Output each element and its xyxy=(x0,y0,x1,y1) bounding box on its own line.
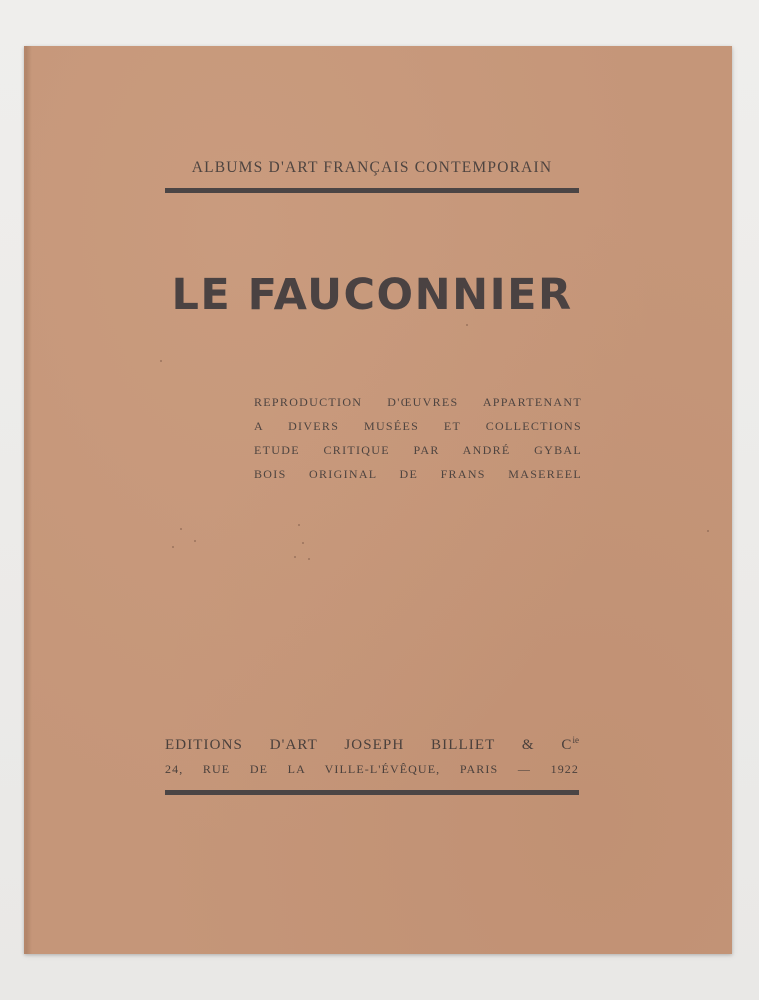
cover-left-edge xyxy=(26,46,32,954)
book-title: LE FAUCONNIER xyxy=(171,270,573,320)
paper-speck xyxy=(298,524,300,526)
paper-speck xyxy=(466,324,468,326)
publisher-superscript: ie xyxy=(572,735,579,745)
paper-speck xyxy=(180,528,182,530)
series-title: ALBUMS D'ART FRANÇAIS CONTEMPORAIN xyxy=(191,159,553,176)
paper-speck xyxy=(707,530,709,532)
publisher-line xyxy=(165,735,579,754)
description-line: ETUDE CRITIQUE PAR ANDRÉ GYBAL xyxy=(254,443,582,457)
bottom-rule xyxy=(165,790,579,795)
description-line: A DIVERS MUSÉES ET COLLECTIONS xyxy=(254,419,582,433)
publisher-name: EDITIONS D'ART JOSEPH BILLIET & C xyxy=(165,737,573,753)
description-line: REPRODUCTION D'ŒUVRES APPARTENANT xyxy=(254,395,582,409)
paper-speck xyxy=(294,556,296,558)
description-block xyxy=(254,390,582,486)
paper-speck xyxy=(194,540,196,542)
paper-speck xyxy=(302,542,304,544)
book-cover xyxy=(24,46,732,954)
paper-speck xyxy=(172,546,174,548)
paper-speck xyxy=(160,360,162,362)
description-line: BOIS ORIGINAL DE FRANS MASEREEL xyxy=(254,467,582,481)
publisher-address: 24, RUE DE LA VILLE-L'ÉVÊQUE, PARIS — 1922 xyxy=(165,762,579,776)
paper-speck xyxy=(308,558,310,560)
top-rule xyxy=(165,188,579,193)
